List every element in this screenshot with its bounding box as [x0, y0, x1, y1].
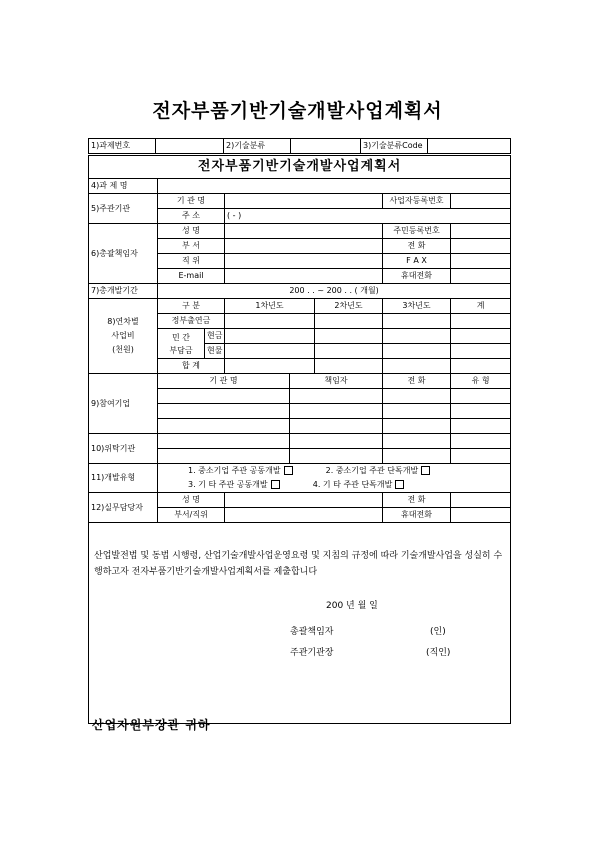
in-kind-total[interactable]: [451, 344, 511, 359]
declaration-text: 산업발전법 및 동법 시행령, 산업기술개발사업운영요령 및 지침의 규정에 따라 기술개발사업을 성실히 수행하고자 전자부품기반기술개발사업계획서를 제출합니다: [94, 551, 503, 577]
lead-tel-label: 전 화: [383, 239, 451, 254]
contractor-type[interactable]: [451, 434, 511, 449]
biz-no-label: 사업자등록번호: [383, 194, 451, 209]
tech-class-field[interactable]: [291, 139, 361, 154]
org-name-field[interactable]: [225, 194, 383, 209]
participant-type[interactable]: [451, 404, 511, 419]
yearly-budget-label-line3: (천원): [112, 345, 134, 354]
dev-type-opt1[interactable]: [188, 466, 293, 475]
participant-org[interactable]: [158, 389, 290, 404]
dev-type-opt1-label: 1. 중소기업 주관 공동개발: [188, 466, 281, 475]
project-number-label: 1)과제번호: [89, 139, 156, 154]
lead-mobile-field[interactable]: [451, 269, 511, 284]
budget-header-total: 계: [451, 299, 511, 314]
staff-dept-field[interactable]: [225, 508, 383, 523]
dev-type-opt2[interactable]: [326, 466, 431, 475]
participant-type[interactable]: [451, 389, 511, 404]
cash-year2[interactable]: [315, 329, 383, 344]
lead-researcher-label: 6)총괄책임자: [89, 224, 158, 284]
date-line[interactable]: 200 년 월 일: [326, 601, 378, 611]
lead-mobile-label: 휴대전화: [383, 269, 451, 284]
participant-tel[interactable]: [383, 389, 451, 404]
signer-lead-seal[interactable]: (인): [430, 627, 446, 637]
staff-tel-field[interactable]: [451, 493, 511, 508]
page-title: 전자부품기반기술개발사업계획서: [152, 100, 443, 122]
tech-class-label: 2)기술분류: [224, 139, 291, 154]
checkbox-icon[interactable]: [395, 480, 404, 489]
lead-email-field[interactable]: [225, 269, 383, 284]
rrn-field[interactable]: [451, 224, 511, 239]
staff-contact-label: 12)실무담당자: [89, 493, 158, 523]
dev-type-opt3[interactable]: [188, 480, 280, 489]
private-share-label: [158, 329, 205, 359]
rrn-label: 주민등록번호: [383, 224, 451, 239]
plan-form: [88, 155, 511, 724]
cash-label: 현금: [205, 329, 225, 344]
staff-dept-label: 부서/직위: [158, 508, 225, 523]
staff-tel-label: 전 화: [383, 493, 451, 508]
budget-total-label: 합 계: [158, 359, 225, 374]
checkbox-icon[interactable]: [421, 466, 430, 475]
participant-org[interactable]: [158, 419, 290, 434]
biz-no-field[interactable]: [451, 194, 511, 209]
lead-fax-field[interactable]: [451, 254, 511, 269]
participant-type[interactable]: [451, 419, 511, 434]
staff-mobile-label: 휴대전화: [383, 508, 451, 523]
contractor-org[interactable]: [158, 449, 290, 464]
budget-header-year1: 1차년도: [225, 299, 315, 314]
gov-fund-total[interactable]: [451, 314, 511, 329]
yearly-budget-label-line2: 사업비: [111, 331, 135, 340]
budget-total-year3[interactable]: [383, 359, 451, 374]
lead-email-label: E-mail: [158, 269, 225, 284]
lead-dept-label: 부 서: [158, 239, 225, 254]
host-org-label: 5)주관기관: [89, 194, 158, 224]
project-number-field[interactable]: [156, 139, 224, 154]
tech-code-field[interactable]: [428, 139, 511, 154]
top-info-row: [88, 138, 511, 154]
gov-fund-label: 정부출연금: [158, 314, 225, 329]
in-kind-label: 현물: [205, 344, 225, 359]
cash-year1[interactable]: [225, 329, 315, 344]
gov-fund-year3[interactable]: [383, 314, 451, 329]
contractor-tel[interactable]: [383, 434, 451, 449]
lead-fax-label: F A X: [383, 254, 451, 269]
staff-name-label: 성 명: [158, 493, 225, 508]
cash-year3[interactable]: [383, 329, 451, 344]
signer-lead-label: 총괄책임자: [290, 627, 334, 637]
project-name-label: 4)과 제 명: [89, 179, 158, 194]
lead-position-field[interactable]: [225, 254, 383, 269]
lead-name-field[interactable]: [225, 224, 383, 239]
contractor-label: 10)위탁기관: [89, 434, 158, 464]
contractor-org[interactable]: [158, 434, 290, 449]
participants-label: 9)참여기업: [89, 374, 158, 434]
dev-type-opt2-label: 2. 중소기업 주관 단독개발: [325, 466, 419, 475]
gov-fund-year1[interactable]: [225, 314, 315, 329]
staff-mobile-field[interactable]: [451, 508, 511, 523]
contractor-manager[interactable]: [290, 434, 383, 449]
dev-type-opt4[interactable]: [313, 480, 405, 489]
yearly-budget-label-line1: 8)연차별: [107, 317, 139, 326]
dev-type-opt3-label: 3. 기 타 주관 공동개발: [188, 480, 268, 489]
budget-total-sum[interactable]: [451, 359, 511, 374]
dev-type-opt4-label: 4. 기 타 주관 단독개발: [312, 480, 393, 489]
participant-manager[interactable]: [290, 389, 383, 404]
participant-manager[interactable]: [290, 419, 383, 434]
dev-type-row1: [158, 464, 511, 479]
tech-code-label: 3)기술분류Code: [361, 139, 428, 154]
checkbox-icon[interactable]: [284, 466, 293, 475]
budget-total-year1[interactable]: [225, 359, 315, 374]
participants-header-org: 기 관 명: [158, 374, 290, 389]
participants-header-manager: 책임자: [290, 374, 383, 389]
org-name-label: 기 관 명: [158, 194, 225, 209]
budget-header-category: 구 분: [158, 299, 225, 314]
budget-header-year2: 2차년도: [315, 299, 383, 314]
staff-name-field[interactable]: [225, 493, 383, 508]
dev-period-label: 7)총개발기간: [89, 284, 158, 299]
participants-header-tel: 전 화: [383, 374, 451, 389]
participant-tel[interactable]: [383, 404, 451, 419]
budget-header-year3: 3차년도: [383, 299, 451, 314]
participant-manager[interactable]: [290, 404, 383, 419]
dev-type-label: 11)개발유형: [89, 464, 158, 493]
contractor-manager[interactable]: [290, 449, 383, 464]
dev-type-row2: [158, 478, 511, 493]
addressee: 산업자원부장관 귀하: [92, 718, 211, 732]
dev-period-field[interactable]: 200 . . ~ 200 . . ( 개월): [158, 284, 511, 299]
participant-tel[interactable]: [383, 419, 451, 434]
cash-total[interactable]: [451, 329, 511, 344]
in-kind-year1[interactable]: [225, 344, 315, 359]
gov-fund-year2[interactable]: [315, 314, 383, 329]
private-share-line2: 부담금: [169, 345, 193, 355]
address-field[interactable]: ( - ): [225, 209, 511, 224]
contractor-tel[interactable]: [383, 449, 451, 464]
address-label: 주 소: [158, 209, 225, 224]
in-kind-year2[interactable]: [315, 344, 383, 359]
checkbox-icon[interactable]: [271, 480, 280, 489]
signer-head-label: 주관기관장: [290, 648, 334, 658]
form-title: 전자부품기반기술개발사업계획서: [89, 156, 511, 179]
project-name-field[interactable]: [158, 179, 511, 194]
lead-tel-field[interactable]: [451, 239, 511, 254]
participants-header-type: 유 형: [451, 374, 511, 389]
signer-head-seal[interactable]: (직인): [426, 648, 451, 658]
private-share-line1: 민 간: [172, 332, 190, 342]
in-kind-year3[interactable]: [383, 344, 451, 359]
lead-dept-field[interactable]: [225, 239, 383, 254]
lead-position-label: 직 위: [158, 254, 225, 269]
budget-total-year2[interactable]: [315, 359, 383, 374]
lead-name-label: 성 명: [158, 224, 225, 239]
participant-org[interactable]: [158, 404, 290, 419]
contractor-type[interactable]: [451, 449, 511, 464]
yearly-budget-label: [89, 299, 158, 374]
